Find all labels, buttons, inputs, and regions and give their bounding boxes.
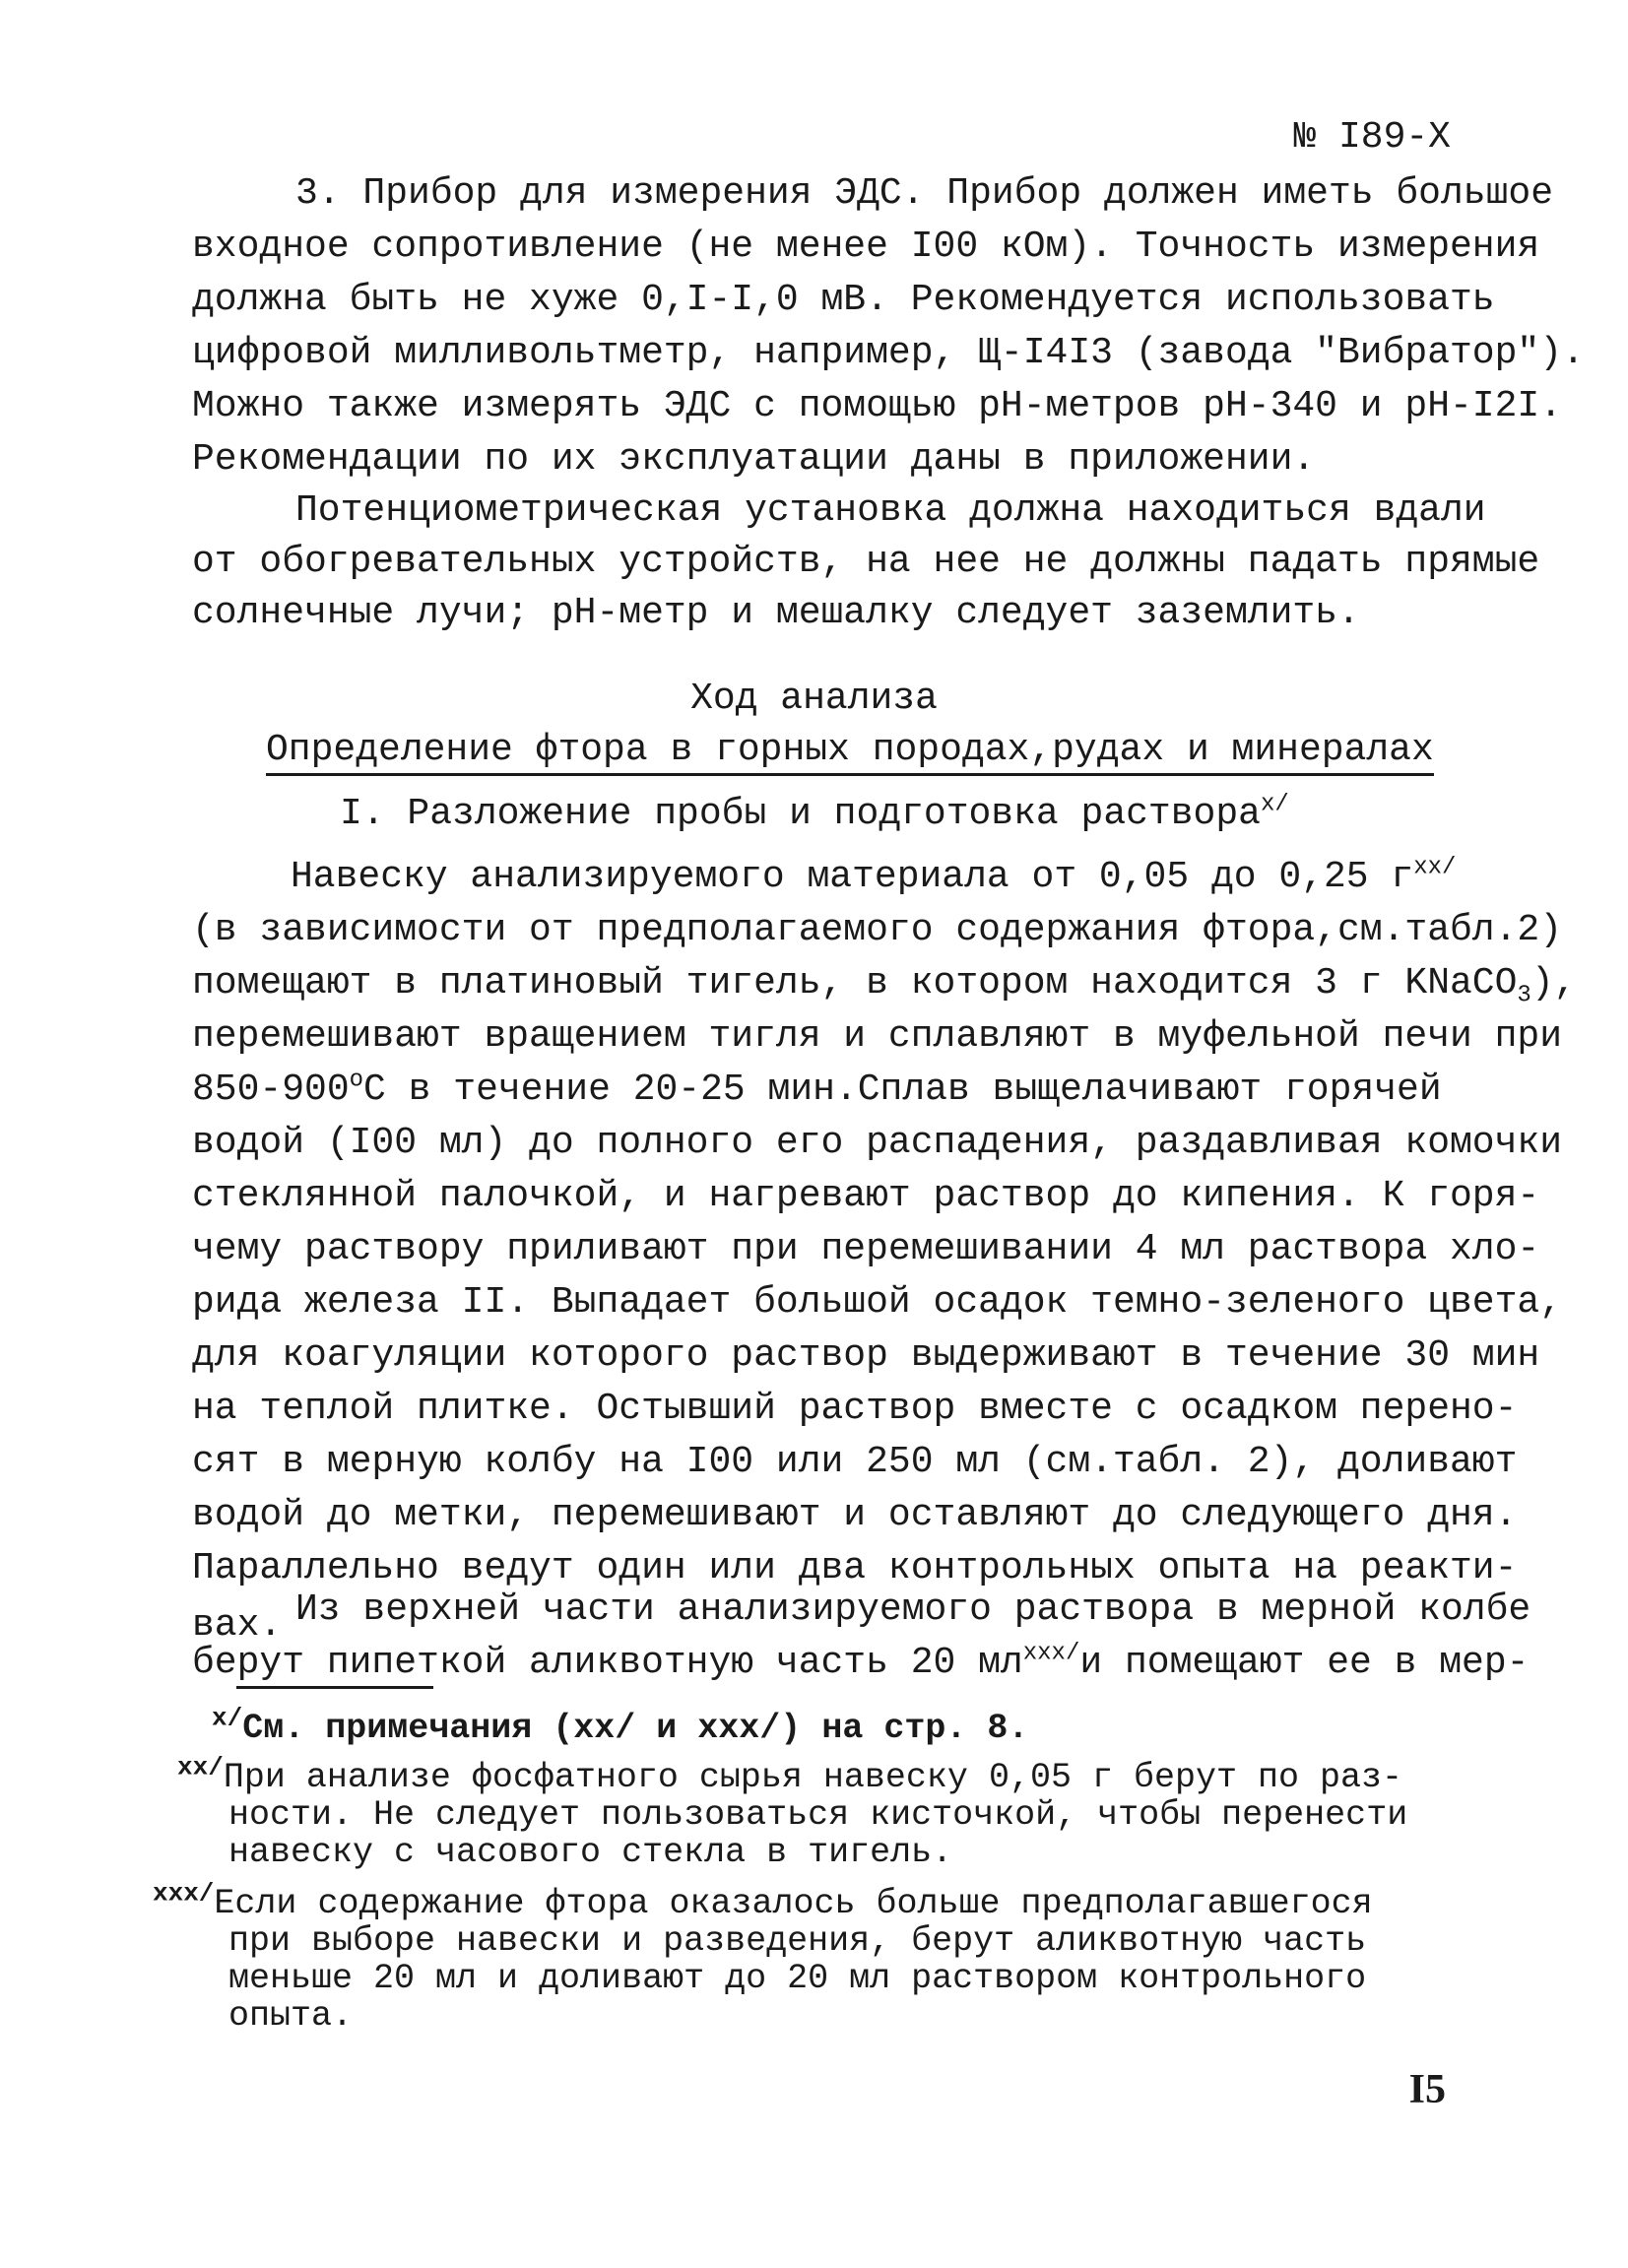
footnote-2-line-2: ности. Не следует пользоваться кисточкой, чтобы перенести <box>228 1795 1408 1835</box>
para-main-line-13: водой до метки, перемешивают и оставляют до следующего дня. <box>192 1494 1518 1536</box>
para-main-line-1-text: Навеску анализируемого материала от 0,05 до 0,25 г <box>291 856 1414 898</box>
para-main-line-12: сят в мерную колбу на I00 или 250 мл (см.табл. 2), доливают <box>192 1441 1518 1483</box>
para-main-line-9: рида железа II. Выпадает большой осадок темно-зеленого цвета, <box>192 1281 1563 1324</box>
step-title-text: I. Разложение пробы и подготовка раствора <box>340 793 1261 835</box>
para-main-line-11: на теплой плитке. Остывший раствор вместе с осадком перено- <box>192 1388 1518 1430</box>
document-number: № I89-X <box>1293 116 1451 159</box>
section-subtitle: Определение фтора в горных породах,рудах и минералах <box>266 729 1434 776</box>
para-device-line-1: 3. Прибор для измерения ЭДС. Прибор должен иметь большое <box>295 172 1554 215</box>
footnote-3-line-4: опыта. <box>228 1996 354 2036</box>
para-main-line-5-post: С в течение 20-25 мин.Сплав выщелачивают горячей <box>363 1069 1442 1111</box>
para-main-line-1 <box>291 854 1457 898</box>
footnote-2-line-3: навеску с часового стекла в тигель. <box>228 1833 953 1872</box>
footnote-1 <box>212 1703 1029 1748</box>
para-device-line-2: входное сопротивление (не менее I00 кОм). Точность измерения <box>192 226 1540 268</box>
para-main-line-3-text: помещают в платиновый тигель, в котором находится 3 г KNaCO <box>192 962 1518 1004</box>
footnote-3-text-1: Если содержание фтора оказалось больше предполагавшегося <box>214 1884 1373 1923</box>
footnote-3-line-1 <box>153 1878 1373 1923</box>
para-main-line-8: чему раствору приливают при перемешивании 4 мл раствора хло- <box>192 1228 1540 1270</box>
para-main-line-17-post: и помещают ее в мер- <box>1079 1642 1530 1684</box>
para-device-line-3: должна быть не хуже 0,I-I,0 мВ. Рекомендуется использовать <box>192 279 1495 321</box>
para-setup-line-3: солнечные лучи; рН-метр и мешалку следует заземлить. <box>192 592 1360 634</box>
para-main-line-15: вах. <box>192 1604 283 1647</box>
para-main-line-5 <box>192 1067 1442 1111</box>
footnote-3-line-3: меньше 20 мл и доливают до 20 мл раствором контрольного <box>228 1959 1367 1998</box>
para-main-line-17 <box>192 1640 1530 1684</box>
para-setup-line-2: от обогревательных устройств, на нее не должны падать прямые <box>192 541 1540 583</box>
degree-sign: о <box>349 1067 364 1094</box>
para-main-line-14: Параллельно ведут один или два контрольных опыта на реакти- <box>192 1547 1518 1589</box>
footnote-1-mark: x/ <box>212 1703 243 1733</box>
subscript-3: 3 <box>1517 982 1531 1009</box>
para-main-line-16: Из верхней части анализируемого раствора в мерной колбе <box>295 1588 1531 1631</box>
para-main-line-6: водой (I00 мл) до полного его распадения, раздавливая комочки <box>192 1122 1563 1164</box>
para-setup-line-1: Потенциометрическая установка должна находиться вдали <box>295 489 1486 532</box>
footnote-2-line-1 <box>177 1752 1403 1797</box>
footnote-separator <box>236 1686 433 1689</box>
para-device-line-5: Можно также измерять ЭДС с помощью рН-метров рН-340 и рН-I2I. <box>192 385 1563 427</box>
footnote-3-line-2: при выборе навески и разведения, берут аликвотную часть <box>228 1921 1367 1961</box>
footnote-ref-xxx: xxx/ <box>1022 1640 1080 1667</box>
para-main-line-4: перемешивают вращением тигля и сплавляют в муфельной печи при <box>192 1015 1563 1058</box>
para-main-line-3 <box>192 962 1577 1009</box>
para-main-line-3-end: ), <box>1530 962 1577 1004</box>
para-main-line-5-pre: 850-900 <box>192 1069 350 1111</box>
para-main-line-2: (в зависимости от предполагаемого содержания фтора,см.табл.2) <box>192 909 1563 951</box>
para-main-line-17-pre: берут пипеткой аликвотную часть 20 мл <box>192 1642 1023 1684</box>
para-main-line-10: для коагуляции которого раствор выдерживают в течение 30 мин <box>192 1334 1540 1377</box>
page-number: I5 <box>1408 2067 1446 2112</box>
footnote-ref-xx: xx/ <box>1413 854 1457 881</box>
section-title: Ход анализа <box>690 678 938 720</box>
footnote-3-mark: xxx/ <box>153 1878 215 1909</box>
para-device-line-6: Рекомендации по их эксплуатации даны в приложении. <box>192 438 1316 481</box>
footnote-2-text-1: При анализе фосфатного сырья навеску 0,05 г берут по раз- <box>223 1758 1403 1797</box>
para-main-line-7: стеклянной палочкой, и нагревают раствор до кипения. К горя- <box>192 1175 1540 1217</box>
footnote-1-text: См. примечания (xx/ и xxx/) на стр. 8. <box>242 1709 1029 1748</box>
para-device-line-4: цифровой милливольтметр, например, Щ-I4I3 (завода "Вибратор"). <box>192 332 1585 374</box>
footnote-2-mark: xx/ <box>177 1752 224 1782</box>
footnote-ref-x: x/ <box>1260 791 1289 818</box>
step-title <box>340 791 1289 835</box>
